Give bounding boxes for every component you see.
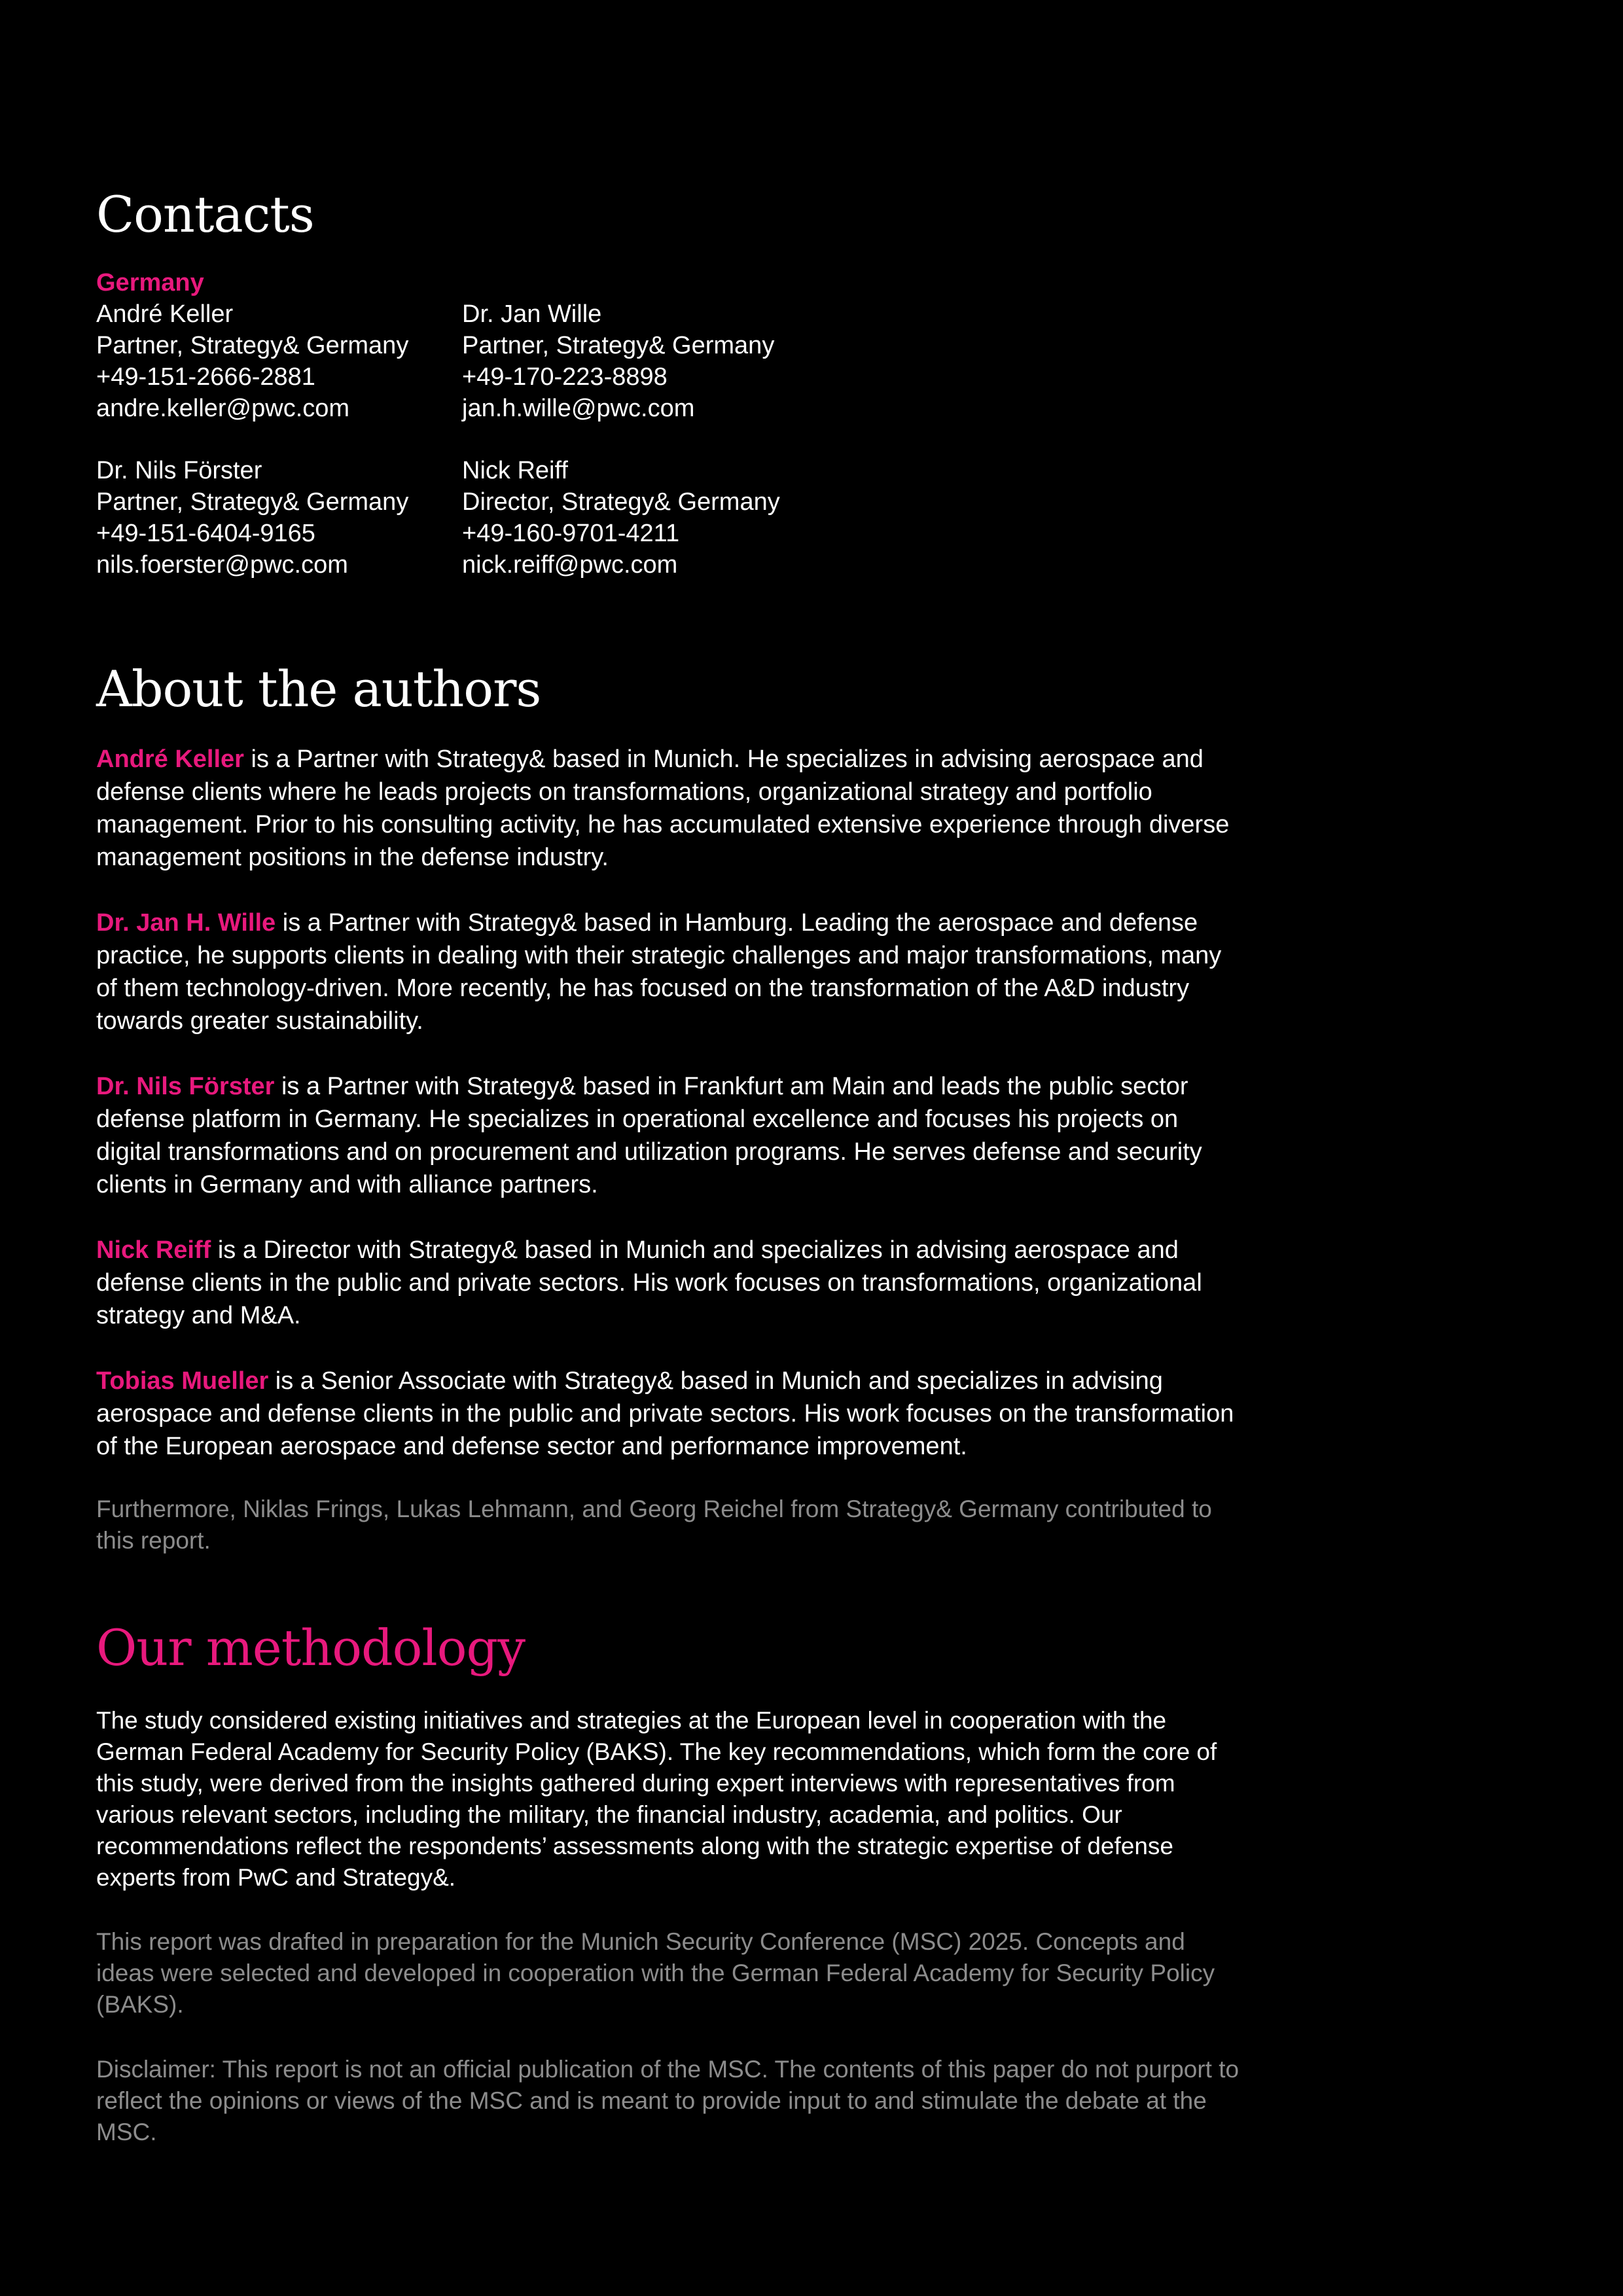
contact-phone: +49-151-6404-9165 xyxy=(96,520,315,547)
contact-title: Partner, Strategy& Germany xyxy=(96,332,409,359)
contacts-heading: Contacts xyxy=(96,185,314,243)
contact-name: Dr. Jan Wille xyxy=(462,300,602,328)
author-bio-text: is a Partner with Strategy& based in Munich. He specializes in advising aerospace and defense clients where he leads projects on transformations, organizational strategy and portfolio management. Prior to his consulting activity, he has accumulated extensive experience through diverse management positions in the defense industry. xyxy=(96,745,1230,871)
contact-name: Dr. Nils Förster xyxy=(96,457,262,484)
author-bio-text: is a Partner with Strategy& based in Frankfurt am Main and leads the public sector defense platform in Germany. He specializes in operational excellence and focuses his projects on digital transformations and on procurement and utilization programs. He serves defense and security clients in Germany and with alliance partners. xyxy=(96,1073,1202,1198)
contact-card xyxy=(462,455,780,581)
contact-card xyxy=(462,298,774,424)
contributors-note: Furthermore, Niklas Frings, Lukas Lehmann, and Georg Reichel from Strategy& Germany contributed to this report. xyxy=(96,1496,1212,1554)
contact-title: Partner, Strategy& Germany xyxy=(462,332,775,359)
author-name: Dr. Jan H. Wille xyxy=(96,909,276,937)
contact-card xyxy=(96,455,408,581)
contact-name: Nick Reiff xyxy=(462,457,568,484)
author-bio-text: is a Director with Strategy& based in Munich and specializes in advising aerospace and defense clients in the public and private sectors. His work focuses on transformations, organizational strategy and M&A. xyxy=(96,1236,1202,1329)
author-name: Tobias Mueller xyxy=(96,1367,269,1395)
contact-card xyxy=(96,298,408,424)
contact-phone: +49-160-9701-4211 xyxy=(462,520,680,547)
contact-phone: +49-170-223-8898 xyxy=(462,363,668,391)
author-bio-text: is a Senior Associate with Strategy& based in Munich and specializes in advising aerospace and defense clients in the public and private sectors. His work focuses on the transformation of the European aerospace and defense sector and performance improvement. xyxy=(96,1367,1234,1460)
contact-email[interactable]: nils.foerster@pwc.com xyxy=(96,551,348,579)
msc-note: This report was drafted in preparation for the Munich Security Conference (MSC) 2025. Concepts and ideas were selected and developed in cooperation with the German Federal Academy for Security Policy (BAKS). xyxy=(96,1928,1215,2018)
author-bio xyxy=(96,906,1241,1037)
author-name: Dr. Nils Förster xyxy=(96,1073,275,1100)
author-name: Nick Reiff xyxy=(96,1236,211,1264)
author-bio xyxy=(96,1070,1241,1201)
methodology-heading: Our methodology xyxy=(96,1619,526,1677)
country-label: Germany xyxy=(96,269,204,296)
author-name: André Keller xyxy=(96,745,244,773)
contact-name: André Keller xyxy=(96,300,234,328)
authors-heading: About the authors xyxy=(96,660,541,718)
author-bio xyxy=(96,1234,1241,1332)
contact-title: Partner, Strategy& Germany xyxy=(96,488,409,516)
author-bio xyxy=(96,1365,1241,1463)
contact-phone: +49-151-2666-2881 xyxy=(96,363,315,391)
author-bio-text: is a Partner with Strategy& based in Hamburg. Leading the aerospace and defense practice, he supports clients in dealing with their strategic challenges and major transformations, many of them technology-driven. More recently, he has focused on the transformation of the A&D industry towards greater sustainability. xyxy=(96,909,1222,1035)
contact-email[interactable]: andre.keller@pwc.com xyxy=(96,395,350,422)
disclaimer: Disclaimer: This report is not an official publication of the MSC. The contents of this paper do not purport to reflect the opinions or views of the MSC and is meant to provide input to and stimulate the debate at the MSC. xyxy=(96,2056,1240,2145)
contact-title: Director, Strategy& Germany xyxy=(462,488,780,516)
methodology-text: The study considered existing initiatives and strategies at the European level in cooperation with the German Federal Academy for Security Policy (BAKS). The key recommendations, which form the core of this study, were derived from the insights gathered during expert interviews with representatives from various relevant sectors, including the military, the financial industry, academia, and politics. Our recommendations reflect the respondents’ assessments along with the strategic expertise of defense experts from PwC and Strategy&. xyxy=(96,1707,1217,1891)
author-bio xyxy=(96,743,1241,874)
contact-email[interactable]: nick.reiff@pwc.com xyxy=(462,551,678,579)
contact-email[interactable]: jan.h.wille@pwc.com xyxy=(462,395,695,422)
